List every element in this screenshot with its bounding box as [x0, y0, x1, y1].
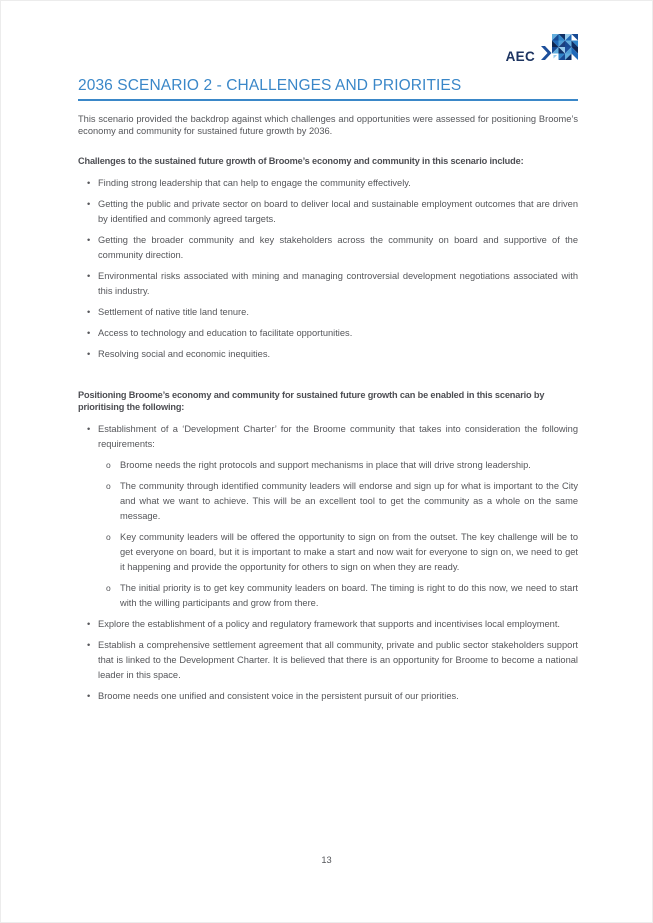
list-item — [78, 305, 578, 320]
list-item — [78, 176, 578, 191]
sub-list-item — [98, 458, 578, 473]
charter-requirements-list — [98, 458, 578, 611]
page-title: 2036 SCENARIO 2 - CHALLENGES AND PRIORITIES — [78, 77, 578, 101]
sub-bullet-text: The community through identified community leaders will endorse and sign up for what is important to the City and what we want to achieve. This will be an excellent tool to get the community as a whole on the same message. — [120, 481, 578, 521]
list-item — [78, 347, 578, 362]
bullet-text: Establishment of a ‘Development Charter’ for the Broome community that takes into consideration the following requirements: — [98, 424, 578, 449]
bullet-icon: • — [87, 199, 91, 209]
bullet-text: Settlement of native title land tenure. — [98, 307, 249, 317]
list-item — [78, 422, 578, 611]
page-content — [78, 0, 578, 710]
list-item — [78, 617, 578, 632]
circle-bullet-icon: o — [106, 583, 111, 593]
bullet-text: Environmental risks associated with mining and managing controversial development negotiations associated with this industry. — [98, 271, 578, 296]
list-item — [78, 638, 578, 683]
section-heading: Challenges to the sustained future growth of Broome’s economy and community in this scenario include: — [78, 156, 524, 166]
bullet-text: Access to technology and education to facilitate opportunities. — [98, 328, 353, 338]
page-number: 13 — [321, 855, 332, 865]
sub-bullet-text: Key community leaders will be offered the opportunity to sign on from the outset. The key challenge will be to get everyone on board, but it is important to make a start and now wait for everyone to sign on, we need to get it happening and provide the opportunity for others to sign on when they are ready. — [120, 532, 578, 572]
bullet-icon: • — [87, 235, 91, 245]
circle-bullet-icon: o — [106, 460, 111, 470]
sub-list-item — [98, 530, 578, 575]
priorities-list — [78, 422, 578, 704]
bullet-icon: • — [87, 349, 91, 359]
bullet-icon: • — [87, 424, 91, 434]
bullet-text: Getting the public and private sector on board to deliver local and sustainable employment outcomes that are driven by identified and commonly agreed targets. — [98, 199, 578, 224]
aec-logo-text: AEC — [505, 48, 535, 64]
header-row — [78, 38, 578, 68]
circle-bullet-icon: o — [106, 481, 111, 491]
intro-paragraph: This scenario provided the backdrop against which challenges and opportunities were assessed for positioning Broome’s economy and community for sustained future growth by 2036. — [78, 114, 578, 136]
sub-list-item — [98, 581, 578, 611]
bullet-icon: • — [87, 619, 91, 629]
bullet-icon: • — [87, 307, 91, 317]
challenges-list — [78, 176, 578, 362]
section-heading: Positioning Broome’s economy and community for sustained future growth can be enabled in this scenario by prioritising the following: — [78, 390, 545, 412]
bullet-icon: • — [87, 178, 91, 188]
bullet-icon: • — [87, 328, 91, 338]
aec-logo-mosaic-icon — [537, 33, 578, 68]
bullet-text: Resolving social and economic inequities. — [98, 349, 271, 359]
bullet-icon: • — [87, 691, 91, 701]
list-item — [78, 269, 578, 299]
section-priorities — [78, 389, 578, 704]
bullet-text: Establish a comprehensive settlement agreement that all community, private and public sector stakeholders support that is linked to the Development Charter. It is believed that there is an opportunity for Broome to become a national leader in this space. — [98, 640, 578, 680]
list-item — [78, 689, 578, 704]
circle-bullet-icon: o — [106, 532, 111, 542]
sub-list-item — [98, 479, 578, 524]
aec-logo — [506, 33, 578, 68]
section-challenges — [78, 155, 578, 362]
list-item — [78, 233, 578, 263]
bullet-icon: • — [87, 640, 91, 650]
bullet-text: Getting the broader community and key stakeholders across the community on board and supportive of the community direction. — [98, 235, 578, 260]
sub-bullet-text: Broome needs the right protocols and support mechanisms in place that will drive strong leadership. — [120, 460, 531, 470]
bullet-icon: • — [87, 271, 91, 281]
bullet-text: Broome needs one unified and consistent voice in the persistent pursuit of our priorities. — [98, 691, 459, 701]
list-item — [78, 326, 578, 341]
list-item — [78, 197, 578, 227]
bullet-text: Finding strong leadership that can help to engage the community effectively. — [98, 178, 411, 188]
bullet-text: Explore the establishment of a policy and regulatory framework that supports and incentivises local employment. — [98, 619, 560, 629]
sub-bullet-text: The initial priority is to get key community leaders on board. The timing is right to do this now, we need to start with the willing participants and grow from there. — [120, 583, 578, 608]
